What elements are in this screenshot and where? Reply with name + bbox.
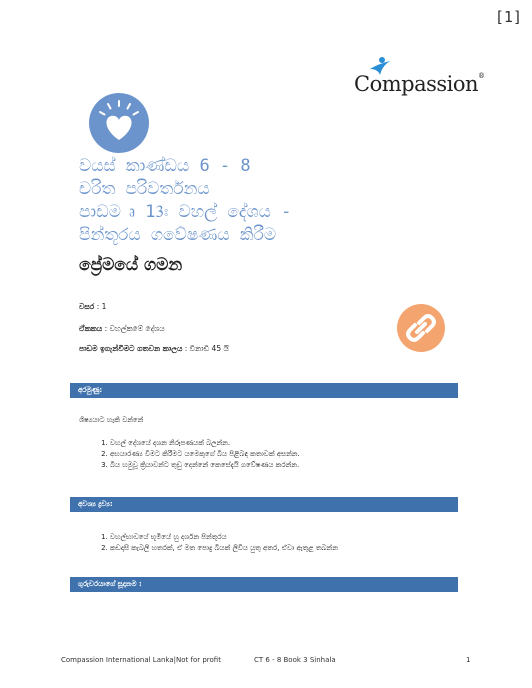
title-line: පින්තූරය ගවේෂණය කිරීම (79, 225, 277, 245)
lesson-title (79, 155, 291, 247)
heart-icon (84, 85, 154, 155)
title-line: චරිත පරිවර්තනය (79, 179, 210, 199)
meta-year: වසර : 1 (79, 302, 107, 311)
list-item: 2. කඩදාසි කැබලි හතරක්, ඒ මත පොදු බියක් ලිවිය යුතු අතර, ඒවා ඇතුළ තබන්න (110, 543, 338, 554)
objectives-intro: ශිෂ්‍යයාට හැකි වන්නේ (79, 416, 144, 424)
page-label: [1] (494, 8, 522, 26)
footer-book: CT 6 - 8 Book 3 Sinhala (254, 656, 336, 664)
objectives-heading: අරමුණු: (70, 383, 458, 398)
title-line: පාඩම ෘ 13ඃ වහල් දේශය - (79, 202, 292, 222)
compassion-logo (354, 56, 485, 96)
link-badge[interactable] (396, 303, 446, 353)
list-item: 1. වහල් දේශයේ දශන නිරූපණයක් බලන්න. (110, 438, 300, 449)
materials-list (92, 532, 338, 554)
list-item: 1. වහල්භාවයේ භූමියේ හු දර්ශන පින්තූරය (110, 532, 338, 543)
link-icon (396, 303, 446, 353)
list-item: 2. අභයාරණ්‍ය වීමට කිරීමට යමෙකුගේ බිය පිළිබඳ කතාවක් අසන්න. (110, 449, 300, 460)
title-line: වයස් කාණ්ඩය 6 - 8 (79, 156, 251, 176)
footer-organization: Compassion International Lanka|Not for profit (61, 656, 221, 664)
lesson-subtitle: ප්‍රේමයේ ගමන (79, 255, 183, 275)
teacher-prep-heading: ගුරුවරයාගේ සූදානම : (70, 577, 458, 592)
meta-unit: ඒකකය : වහල්කමේ දේශය (79, 324, 165, 333)
meta-duration: පාඩම ඉගැන්වීමට ගතවන කාලය : විනාඩි 45 යි (79, 344, 229, 353)
materials-heading: අවශ්‍ය ද්‍රව්‍ය: (70, 497, 458, 512)
footer-page-number: 1 (466, 656, 471, 664)
list-item: 3. බිය හමුවූ ක්‍රියාවන්ට තුඩු දෙන්නේ කෙසේදැයි ගවේෂණය කරන්න. (110, 460, 300, 471)
logo-text: Compassion® (354, 72, 485, 96)
objectives-list (92, 438, 300, 471)
heart-badge (84, 85, 154, 155)
